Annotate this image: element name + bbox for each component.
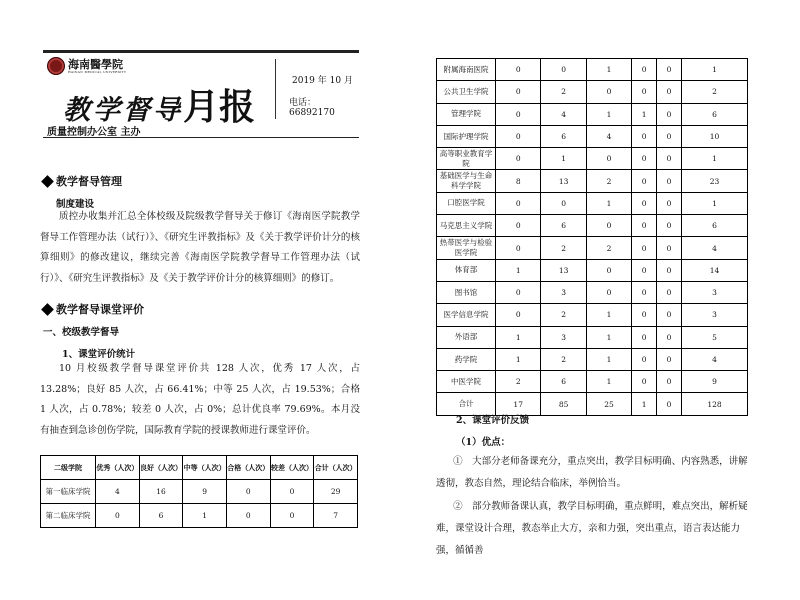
cell-total: 6 bbox=[681, 215, 747, 237]
cell-excellent: 0 bbox=[496, 192, 541, 214]
cell-total: 23 bbox=[681, 170, 747, 192]
cell-excellent: 2 bbox=[496, 371, 541, 393]
cell-total: 4 bbox=[681, 348, 747, 370]
section-heading-evaluation: 教学督导课堂评价 bbox=[43, 301, 144, 317]
cell-pass: 0 bbox=[632, 59, 657, 81]
cell-medium: 1 bbox=[586, 103, 631, 125]
cell-good: 2 bbox=[541, 348, 586, 370]
subheading-class-statistics: 1、课堂评价统计 bbox=[62, 349, 136, 360]
table-row bbox=[41, 504, 358, 528]
cell-good: 3 bbox=[541, 326, 586, 348]
cell-total: 6 bbox=[681, 103, 747, 125]
cell-medium: 9 bbox=[183, 480, 227, 504]
table-row bbox=[437, 170, 748, 192]
cell-good: 1 bbox=[541, 148, 586, 170]
logo-english-name: HAINAN MEDICAL UNIVERSITY bbox=[68, 69, 127, 74]
college-name: 基础医学与生命科学学院 bbox=[437, 170, 496, 192]
college-name: 体育部 bbox=[437, 259, 496, 281]
college-name: 管理学院 bbox=[437, 103, 496, 125]
cell-excellent: 0 bbox=[496, 125, 541, 147]
cell-good: 2 bbox=[541, 304, 586, 326]
cell-pass: 0 bbox=[632, 371, 657, 393]
cell-medium: 2 bbox=[586, 237, 631, 259]
cell-medium: 1 bbox=[586, 348, 631, 370]
logo-name: 海南醫學院 bbox=[68, 57, 123, 71]
cell-total: 1 bbox=[681, 59, 747, 81]
cell-good: 3 bbox=[541, 281, 586, 303]
cell-poor: 0 bbox=[657, 259, 682, 281]
cell-medium: 0 bbox=[586, 148, 631, 170]
table-row bbox=[437, 237, 748, 259]
university-logo bbox=[47, 57, 126, 75]
diamond-bullet-icon bbox=[41, 175, 54, 188]
college-name: 高等职业教育学院 bbox=[437, 148, 496, 170]
college-name: 药学院 bbox=[437, 348, 496, 370]
college-name: 医学信息学院 bbox=[437, 304, 496, 326]
masthead-divider bbox=[275, 59, 276, 119]
cell-good: 16 bbox=[139, 480, 183, 504]
cell-pass: 0 bbox=[632, 237, 657, 259]
strength-point-2: ② 部分教师备课认真，教学目标明确，重点鲜明，难点突出，解析疑难，课堂设计合理，教态举止大方，亲和力强，突出重点，语言表达能力强，循循善 bbox=[436, 501, 748, 556]
cell-good: 13 bbox=[541, 259, 586, 281]
cell-excellent: 0 bbox=[496, 237, 541, 259]
cell-poor: 0 bbox=[657, 103, 682, 125]
header-medium: 中等（人次） bbox=[183, 456, 227, 480]
cell-poor: 0 bbox=[657, 59, 682, 81]
subheading-system-building: 制度建设 bbox=[56, 199, 95, 210]
cell-poor: 0 bbox=[657, 348, 682, 370]
cell-pass: 1 bbox=[632, 103, 657, 125]
header-good: 良好（人次） bbox=[139, 456, 183, 480]
cell-good: 0 bbox=[541, 192, 586, 214]
masthead bbox=[43, 50, 359, 138]
cell-poor: 0 bbox=[657, 170, 682, 192]
cell-pass: 0 bbox=[632, 281, 657, 303]
cell-excellent: 0 bbox=[496, 304, 541, 326]
cell-excellent: 0 bbox=[496, 281, 541, 303]
cell-excellent: 8 bbox=[496, 170, 541, 192]
cell-pass: 1 bbox=[632, 393, 657, 415]
table-row bbox=[437, 259, 748, 281]
header-poor: 较差（人次） bbox=[270, 456, 314, 480]
cell-poor: 0 bbox=[657, 81, 682, 103]
cell-good: 2 bbox=[541, 81, 586, 103]
cell-medium: 1 bbox=[586, 59, 631, 81]
cell-medium: 0 bbox=[586, 259, 631, 281]
table-row bbox=[437, 125, 748, 147]
cell-pass: 0 bbox=[226, 504, 270, 528]
cell-good: 2 bbox=[541, 237, 586, 259]
cell-poor: 0 bbox=[657, 393, 682, 415]
college-name: 第二临床学院 bbox=[41, 504, 96, 528]
paragraph-class-statistics: 10 月校级教学督导课堂评价共 128 人次，优秀 17 人次，占 13.28%；良好 85 人次，占 66.41%；中等 25 人次，占 19.53%；合格 1 人次，占 0.78%；较差 0 人次，占 0%；总计优良率 79.69%。本月没有抽查到急诊创伤学院，国际教育学院的授课教师进行课堂评价。 bbox=[40, 363, 360, 436]
table-row bbox=[437, 304, 748, 326]
cell-excellent: 17 bbox=[496, 393, 541, 415]
table-row bbox=[437, 215, 748, 237]
cell-poor: 0 bbox=[657, 304, 682, 326]
section-heading-management: 教学督导管理 bbox=[43, 173, 122, 189]
subheading-feedback: 2、课堂评价反馈 bbox=[456, 415, 530, 426]
college-name: 公共卫生学院 bbox=[437, 81, 496, 103]
cell-excellent: 0 bbox=[96, 504, 140, 528]
diamond-bullet-icon bbox=[41, 303, 54, 316]
cell-pass: 0 bbox=[226, 480, 270, 504]
college-name: 口腔医学院 bbox=[437, 192, 496, 214]
cell-poor: 0 bbox=[657, 326, 682, 348]
cell-medium: 0 bbox=[586, 215, 631, 237]
college-name: 合计 bbox=[437, 393, 496, 415]
table-header-row bbox=[41, 456, 358, 480]
cell-good: 0 bbox=[541, 59, 586, 81]
cell-poor: 0 bbox=[657, 371, 682, 393]
cell-medium: 0 bbox=[586, 81, 631, 103]
header-pass: 合格（人次） bbox=[226, 456, 270, 480]
table-row bbox=[437, 326, 748, 348]
table-row bbox=[437, 103, 748, 125]
cell-excellent: 0 bbox=[496, 81, 541, 103]
title-part-2: 月报 bbox=[183, 87, 256, 128]
cell-poor: 0 bbox=[657, 148, 682, 170]
college-name: 中医学院 bbox=[437, 371, 496, 393]
college-name: 图书馆 bbox=[437, 281, 496, 303]
table-row bbox=[437, 148, 748, 170]
cell-total: 3 bbox=[681, 281, 747, 303]
cell-medium: 1 bbox=[183, 504, 227, 528]
cell-good: 13 bbox=[541, 170, 586, 192]
college-name: 热带医学与检验医学院 bbox=[437, 237, 496, 259]
cell-excellent: 1 bbox=[496, 326, 541, 348]
evaluation-table-part-1 bbox=[40, 455, 358, 528]
cell-medium: 1 bbox=[586, 371, 631, 393]
cell-medium: 1 bbox=[586, 326, 631, 348]
cell-total: 2 bbox=[681, 81, 747, 103]
header-college: 二级学院 bbox=[41, 456, 96, 480]
table-row bbox=[437, 371, 748, 393]
cell-total: 1 bbox=[681, 192, 747, 214]
cell-good: 4 bbox=[541, 103, 586, 125]
cell-excellent: 1 bbox=[496, 259, 541, 281]
header-excellent: 优秀（人次） bbox=[96, 456, 140, 480]
cell-medium: 25 bbox=[586, 393, 631, 415]
cell-pass: 0 bbox=[632, 348, 657, 370]
table-row bbox=[437, 59, 748, 81]
cell-pass: 0 bbox=[632, 192, 657, 214]
sponsor-office: 质量控制办公室 主办 bbox=[47, 127, 141, 138]
right-page bbox=[400, 0, 800, 600]
cell-excellent: 0 bbox=[496, 59, 541, 81]
subheading-school-supervision: 一、校级教学督导 bbox=[43, 327, 120, 338]
table-row bbox=[41, 480, 358, 504]
cell-poor: 0 bbox=[657, 125, 682, 147]
cell-pass: 0 bbox=[632, 81, 657, 103]
table-row bbox=[437, 348, 748, 370]
cell-medium: 2 bbox=[586, 170, 631, 192]
college-name: 附属海南医院 bbox=[437, 59, 496, 81]
cell-pass: 0 bbox=[632, 215, 657, 237]
cell-total: 1 bbox=[681, 148, 747, 170]
cell-medium: 0 bbox=[586, 281, 631, 303]
paragraph-system-building: 质控办收集并汇总全体校级及院级教学督导关于修订《海南医学院教学督导工作管理办法（试行）》、《研究生评教指标》及《关于教学评价计分的核算细则》的修改建议，继续完善《海南医学院教学督导工作管理办法（试行）》、《研究生评教指标》及《关于教学评价计分的核算细则》的修订。 bbox=[40, 211, 360, 284]
cell-good: 6 bbox=[541, 125, 586, 147]
cell-good: 6 bbox=[139, 504, 183, 528]
cell-medium: 1 bbox=[586, 192, 631, 214]
table-row bbox=[437, 281, 748, 303]
cell-pass: 0 bbox=[632, 125, 657, 147]
cell-poor: 0 bbox=[270, 480, 314, 504]
cell-pass: 0 bbox=[632, 259, 657, 281]
cell-good: 6 bbox=[541, 371, 586, 393]
college-name: 国际护理学院 bbox=[437, 125, 496, 147]
title-part-1: 教学督导 bbox=[63, 95, 183, 126]
cell-poor: 0 bbox=[657, 215, 682, 237]
cell-good: 85 bbox=[541, 393, 586, 415]
cell-total: 7 bbox=[314, 504, 358, 528]
college-name: 外语部 bbox=[437, 326, 496, 348]
college-name: 第一临床学院 bbox=[41, 480, 96, 504]
cell-pass: 0 bbox=[632, 170, 657, 192]
cell-pass: 0 bbox=[632, 148, 657, 170]
cell-total: 128 bbox=[681, 393, 747, 415]
cell-excellent: 0 bbox=[496, 103, 541, 125]
table-row bbox=[437, 81, 748, 103]
evaluation-table-part-2 bbox=[436, 58, 748, 416]
cell-poor: 0 bbox=[657, 281, 682, 303]
cell-medium: 1 bbox=[586, 304, 631, 326]
college-name: 马克思主义学院 bbox=[437, 215, 496, 237]
cell-medium: 4 bbox=[586, 125, 631, 147]
cell-total: 10 bbox=[681, 125, 747, 147]
contact-phone: 电话：66892170 bbox=[289, 98, 335, 118]
header-total: 合计（人次） bbox=[314, 456, 358, 480]
table-row bbox=[437, 192, 748, 214]
cell-total: 3 bbox=[681, 304, 747, 326]
cell-poor: 0 bbox=[657, 192, 682, 214]
cell-excellent: 4 bbox=[96, 480, 140, 504]
subheading-strengths: （1）优点： bbox=[456, 437, 511, 448]
cell-excellent: 0 bbox=[496, 215, 541, 237]
cell-good: 6 bbox=[541, 215, 586, 237]
cell-pass: 0 bbox=[632, 326, 657, 348]
issue-date: 2019 年 10 月 bbox=[292, 76, 353, 86]
cell-poor: 0 bbox=[657, 237, 682, 259]
cell-poor: 0 bbox=[270, 504, 314, 528]
cell-excellent: 1 bbox=[496, 348, 541, 370]
cell-excellent: 0 bbox=[496, 148, 541, 170]
cell-total: 14 bbox=[681, 259, 747, 281]
cell-total: 5 bbox=[681, 326, 747, 348]
strength-point-1: ① 大部分老师备课充分，重点突出，教学目标明确、内容熟悉，讲解透彻，教态自然，理论结合临床，举例恰当。 bbox=[436, 456, 748, 489]
cell-total: 29 bbox=[314, 480, 358, 504]
cell-total: 9 bbox=[681, 371, 747, 393]
university-seal-icon bbox=[47, 57, 65, 75]
cell-pass: 0 bbox=[632, 304, 657, 326]
cell-total: 4 bbox=[681, 237, 747, 259]
